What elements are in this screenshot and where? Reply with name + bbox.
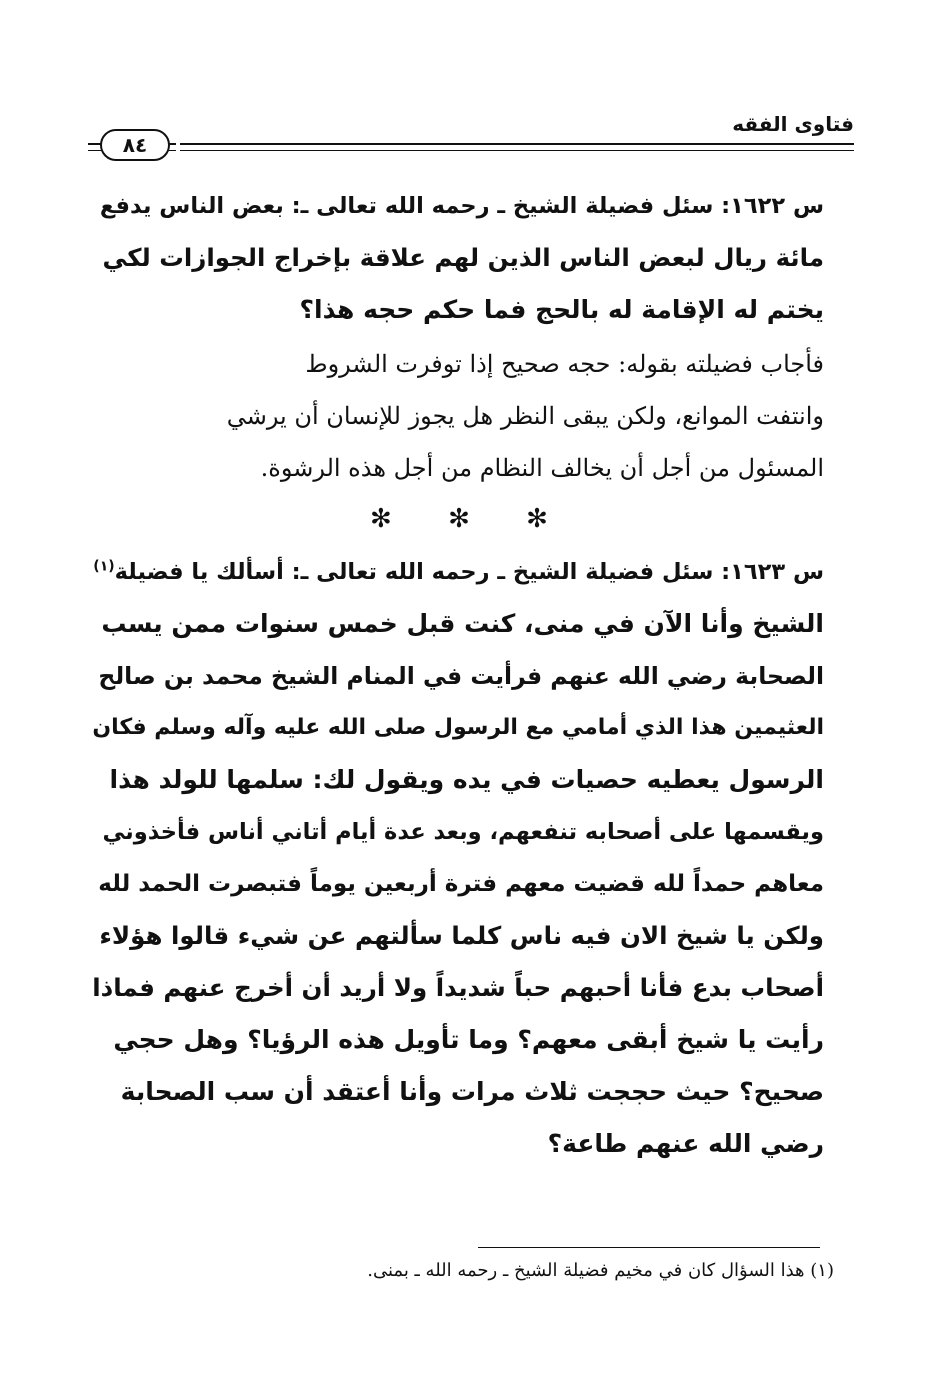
question-1-line: يختم له الإقامة له بالحج فما حكم حجه هذا؟ — [299, 295, 824, 324]
question-2-first-line — [90, 546, 824, 598]
header-rule — [180, 143, 854, 151]
question-2-line: الشيخ وأنا الآن في منى، كنت قبل خمس سنوات ممن يسب — [101, 609, 824, 638]
question-2-line: رضي الله عنهم طاعة؟ — [547, 1129, 824, 1158]
question-2-line: ويقسمها على أصحابه تنفعهم، وبعد عدة أيام أتاني أناس فأخذوني — [102, 819, 824, 845]
answer-1-line: فأجاب فضيلته بقوله: حجه صحيح إذا توفرت الشروط — [305, 350, 824, 378]
question-2-line: الرسول يعطيه حصيات في يده ويقول لك: سلمها للولد هذا — [109, 765, 824, 794]
footnote-rule — [478, 1247, 820, 1248]
question-2-line: ولكن يا شيخ الان فيه ناس كلما سألتهم عن شيء قالوا هؤلاء — [99, 921, 824, 950]
answer-1-line: المسئول من أجل أن يخالف النظام من أجل هذه الرشوة. — [260, 454, 824, 482]
question-2-line: أصحاب بدع فأنا أحبهم حباً شديداً ولا أريد أن أخرج عنهم فماذا — [92, 973, 824, 1002]
question-1-line: س ١٦٢٢: سئل فضيلة الشيخ ـ رحمه الله تعالى ـ: بعض الناس يدفع — [99, 193, 824, 219]
question-2-line: العثيمين هذا الذي أمامي مع الرسول صلى الله عليه وآله وسلم فكان — [92, 715, 824, 740]
question-2-line-text: س ١٦٢٣: سئل فضيلة الشيخ ـ رحمه الله تعالى ـ: أسألك يا فضيلة — [114, 559, 824, 585]
question-2-line: الصحابة رضي الله عنهم فرأيت في المنام الشيخ محمد بن صالح — [98, 662, 824, 690]
answer-1-line: وانتفت الموانع، ولكن يبقى النظر هل يجوز للإنسان أن يرشي — [226, 402, 824, 430]
page-number: ٨٤ — [100, 129, 170, 161]
question-1 — [90, 180, 824, 336]
question-2-line: معاهم حمداً لله قضيت معهم فترة أربعين يوماً فتبصرت الحمد لله — [98, 871, 824, 897]
section-separator: ✻ ✻ ✻ — [370, 504, 572, 534]
question-1-line: مائة ريال لبعض الناس الذين لهم علاقة بإخراج الجوازات لكي — [102, 243, 824, 272]
question-2-line: رأيت يا شيخ أبقى معهم؟ وما تأويل هذه الرؤيا؟ وهل حجي — [113, 1025, 824, 1054]
running-header-title: فتاوى الفقه — [732, 112, 854, 136]
footnote-marker: (١) — [93, 558, 115, 575]
question-2 — [90, 546, 824, 1170]
answer-1 — [90, 338, 824, 494]
footnote: (١) هذا السؤال كان في مخيم فضيلة الشيخ ـ رحمه الله ـ بمنى. — [367, 1260, 834, 1281]
question-2-line: صحيح؟ حيث حججت ثلاث مرات وأنا أعتقد أن سب الصحابة — [120, 1077, 824, 1106]
